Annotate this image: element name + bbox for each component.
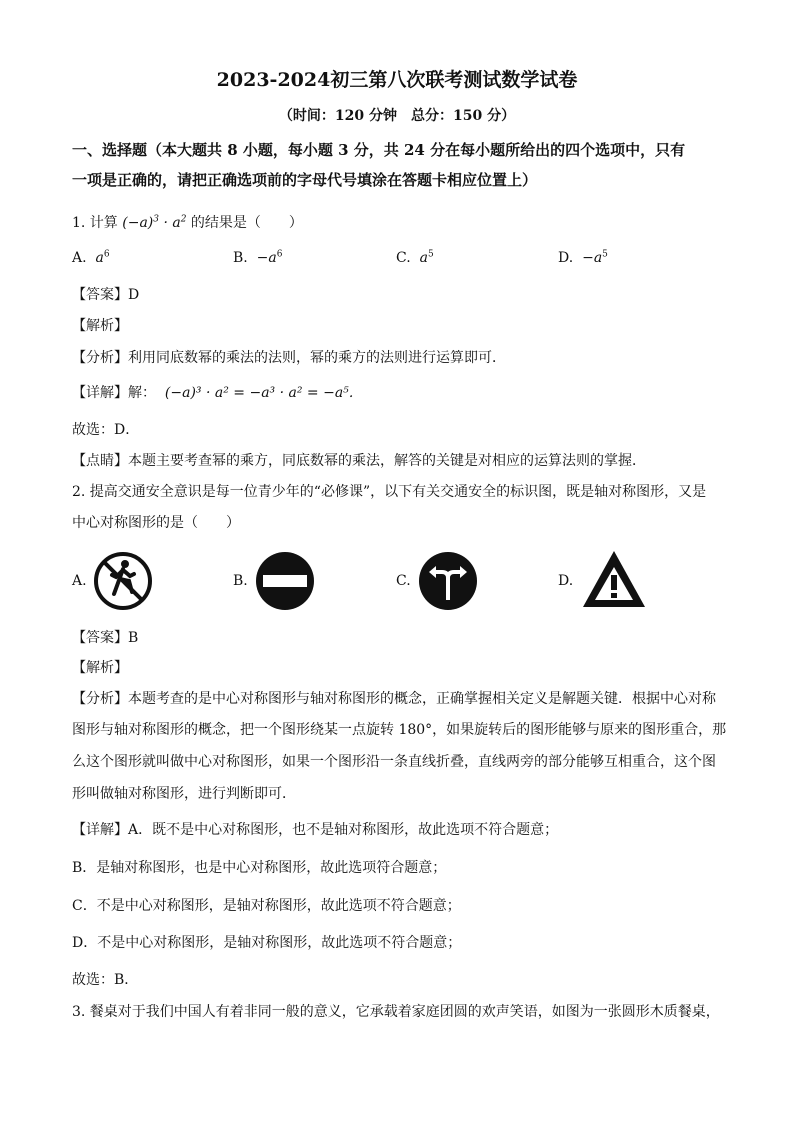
q2-analysis-line1: 【分析】本题考查的是中心对称图形与轴对称图形的概念，正确掌握相关定义是解题关键．根据中心对称: [72, 691, 716, 707]
q1-analysis-label: 【解析】: [72, 318, 128, 334]
q1-choice: 故选：D．: [72, 422, 140, 438]
q2-detail-c: C．不是中心对称图形，是轴对称图形，故此选项不符合题意；: [72, 898, 461, 914]
q2-detail-b: B．是轴对称图形，也是中心对称图形，故此选项符合题意；: [72, 860, 447, 876]
page-subtitle: （时间：120 分钟 总分：150 分）: [278, 108, 516, 124]
q1-option-b: B. $-a^6$: [233, 249, 283, 266]
no-pedestrian-sign-icon: [92, 550, 154, 612]
question-1-stem: [72, 213, 722, 233]
section-heading-line2: 一项是正确的，请把正确选项前的字母代号填涂在答题卡相应位置上）: [72, 171, 538, 189]
q2-analysis-line3: 么这个图形就叫做中心对称图形，如果一个图形沿一条直线折叠，直线两旁的部分能够互相重合，这个图: [72, 754, 716, 770]
q2-stem-line1: 2. 提高交通安全意识是每一位青少年的“必修课”，以下有关交通安全的标识图，既是轴对称图形，又是: [72, 484, 707, 500]
q2-label-b: B.: [233, 573, 248, 589]
q1-option-c: C. $a^5$: [396, 249, 434, 266]
q2-answer: 【答案】B: [72, 630, 139, 646]
turn-left-right-sign-icon: [417, 550, 479, 612]
q1-detail: 【详解】解： (−a)³ · a² = −a³ · a² = −a⁵．: [72, 385, 363, 401]
q2-stem-line2: 中心对称图形的是（ ）: [72, 515, 240, 531]
q2-analysis-label: 【解析】: [72, 660, 128, 676]
q2-label-d: D.: [558, 573, 574, 589]
section-heading-line1: 一、选择题（本大题共 8 小题，每小题 3 分，共 24 分在每小题所给出的四个选项中，只有: [72, 141, 686, 159]
q1-comment: 【点睛】本题主要考查幂的乘方，同底数幂的乘法，解答的关键是对相应的运算法则的掌握．: [72, 453, 646, 469]
q1-answer: 【答案】D: [72, 287, 140, 303]
q2-label-c: C.: [396, 573, 411, 589]
q2-analysis-line4: 形叫做轴对称图形，进行判断即可．: [72, 786, 296, 802]
q2-detail-a: 【详解】A．既不是中心对称图形，也不是轴对称图形，故此选项不符合题意；: [72, 822, 559, 838]
q1-prefix: 1. 计算: [72, 215, 118, 231]
warning-triangle-sign-icon: [580, 548, 648, 610]
q1-option-a: A. $a^6$: [72, 249, 110, 266]
q1-expression: $(-a)^3 \cdot a^2$: [122, 214, 187, 231]
q2-choice: 故选：B．: [72, 972, 139, 988]
q1-suffix: 的结果是（ ）: [190, 215, 303, 231]
q2-analysis-line2: 图形与轴对称图形的概念，把一个图形绕某一点旋转 180°，如果旋转后的图形能够与原来的图形重合，那: [72, 722, 727, 738]
q1-option-d: D. $-a^5$: [558, 249, 608, 266]
q2-label-a: A.: [72, 573, 87, 589]
q1-analysis: 【分析】利用同底数幂的乘法的法则，幂的乘方的法则进行运算即可．: [72, 350, 506, 366]
q3-stem-line1: 3. 餐桌对于我们中国人有着非同一般的意义，它承载着家庭团圆的欢声笑语，如图为一张圆形木质餐桌，: [72, 1004, 720, 1020]
no-entry-sign-icon: [254, 550, 316, 612]
page-title: 2023-2024初三第八次联考测试数学试卷: [216, 69, 578, 91]
q2-detail-d: D．不是中心对称图形，是轴对称图形，故此选项不符合题意；: [72, 935, 462, 951]
